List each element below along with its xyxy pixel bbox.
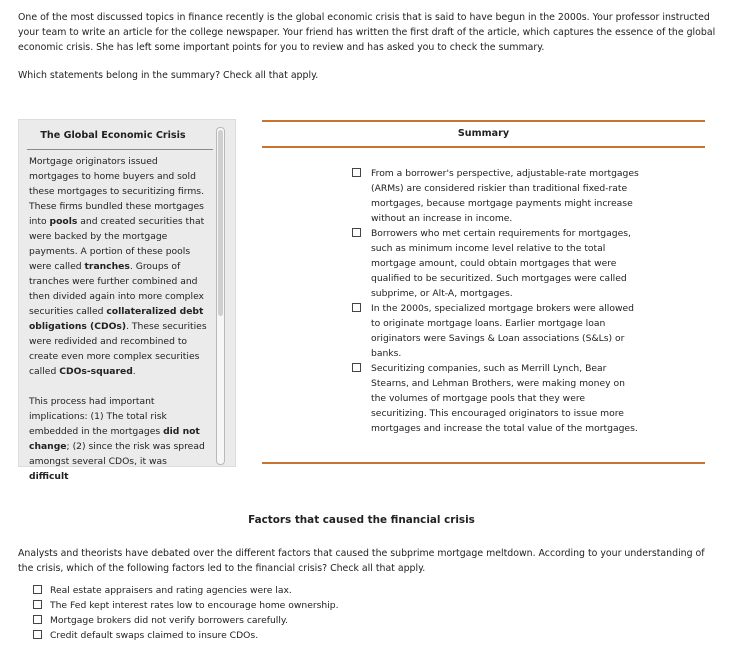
article-term: pools [49,216,78,227]
summary-bottom-rule [262,462,705,464]
factor-option-label: The Fed kept interest rates low to encourage home ownership. [50,600,339,611]
article-term: tranches [84,261,130,272]
summary-option[interactable] [352,226,642,301]
summary-checkbox[interactable] [352,168,361,177]
article-scrollbar[interactable] [216,127,225,465]
summary-option[interactable] [352,301,642,361]
article-term: did not change [29,426,200,452]
factor-checkbox[interactable] [33,600,42,609]
factor-option[interactable] [33,598,339,613]
summary-header-rule [262,146,705,148]
article-divider [27,149,213,150]
article-text: This process had important implications: (1) The total risk embedded in the mortgages [29,396,167,437]
factors-heading: Factors that caused the financial crisis [248,514,475,526]
factor-option[interactable] [33,583,339,598]
summary-option[interactable] [352,166,642,226]
factor-checkbox[interactable] [33,630,42,639]
summary-option-label: In the 2000s, specialized mortgage brokers were allowed to originate mortgage loans. Earlier mortgage loan originators were Savings & Loan associations (S&Ls) or banks. [371,303,634,359]
article-term: collateralized debt obligations (CDOs) [29,306,204,332]
summary-checkbox[interactable] [352,363,361,372]
factors-options [33,583,339,643]
summary-top-rule [262,120,705,122]
intro-paragraph: One of the most discussed topics in finance recently is the global economic crisis that is said to have begun in the 2000s. Your professor instructed your team to write an article for the college newspaper. Your friend has written the first draft of the article, which captures the essence of the global economic crisis. She has left some important points for you to review and has asked you to check the summary. [18,12,716,53]
factors-question: Analysts and theorists have debated over the different factors that caused the subprime mortgage meltdown. According to your understanding of the crisis, which of the following factors led to the financial crisis? Check all that apply. [18,548,705,574]
summary-option-label: Securitizing companies, such as Merrill Lynch, Bear Stearns, and Lehman Brothers, were making money on the volumes of mortgage pools that they were securitizing. This encouraged originators to issue more mortgages and increase the total value of the mortgages. [371,363,638,434]
factor-option[interactable] [33,613,339,628]
article-paragraph [29,394,209,484]
factor-option-label: Mortgage brokers did not verify borrowers carefully. [50,615,288,626]
article-text: Mortgage originators issued mortgages to home buyers and sold these mortgages to securitizing firms. These firms bundled these mortgages into [29,156,204,227]
article-term: CDOs-squared [59,366,133,377]
factor-checkbox[interactable] [33,585,42,594]
factor-option[interactable] [33,628,339,643]
factor-option-label: Credit default swaps claimed to insure CDOs. [50,630,259,641]
article-text: . These securities were redivided and recombined to create even more complex securities called [29,321,207,377]
article-paragraph [29,154,209,379]
article-scrollbar-thumb[interactable] [218,130,223,316]
factor-checkbox[interactable] [33,615,42,624]
summary-checkbox[interactable] [352,303,361,312]
article-text: and created securities that were backed by the mortgage payments. A portion of these pools were called [29,216,205,272]
article-text: . [132,366,136,377]
summary-question: Which statements belong in the summary? Check all that apply. [18,70,319,81]
article-panel[interactable] [18,119,236,482]
article-text: ; (2) since the risk was spread amongst several CDOs, it was [29,441,205,467]
article-text: . Groups of tranches were further combined and then divided again into more complex securities called [29,261,204,317]
article-term: difficult [29,471,69,482]
summary-title: Summary [457,128,510,139]
article-title: The Global Economic Crisis [40,130,186,141]
summary-option[interactable] [352,361,642,436]
summary-options [352,166,642,436]
summary-option-label: Borrowers who met certain requirements for mortgages, such as minimum income level relative to the total mortgage amount, could obtain mortgages that were qualified to be securitized. Such mortgages were called subprime, or Alt-A, mortgages. [371,228,631,299]
summary-option-label: From a borrower's perspective, adjustable-rate mortgages (ARMs) are considered riskier than traditional fixed-rate mortgages, because mortgage payments might increase without an increase in income. [371,168,639,224]
factor-option-label: Real estate appraisers and rating agencies were lax. [50,585,292,596]
article-body [29,154,209,499]
summary-checkbox[interactable] [352,228,361,237]
